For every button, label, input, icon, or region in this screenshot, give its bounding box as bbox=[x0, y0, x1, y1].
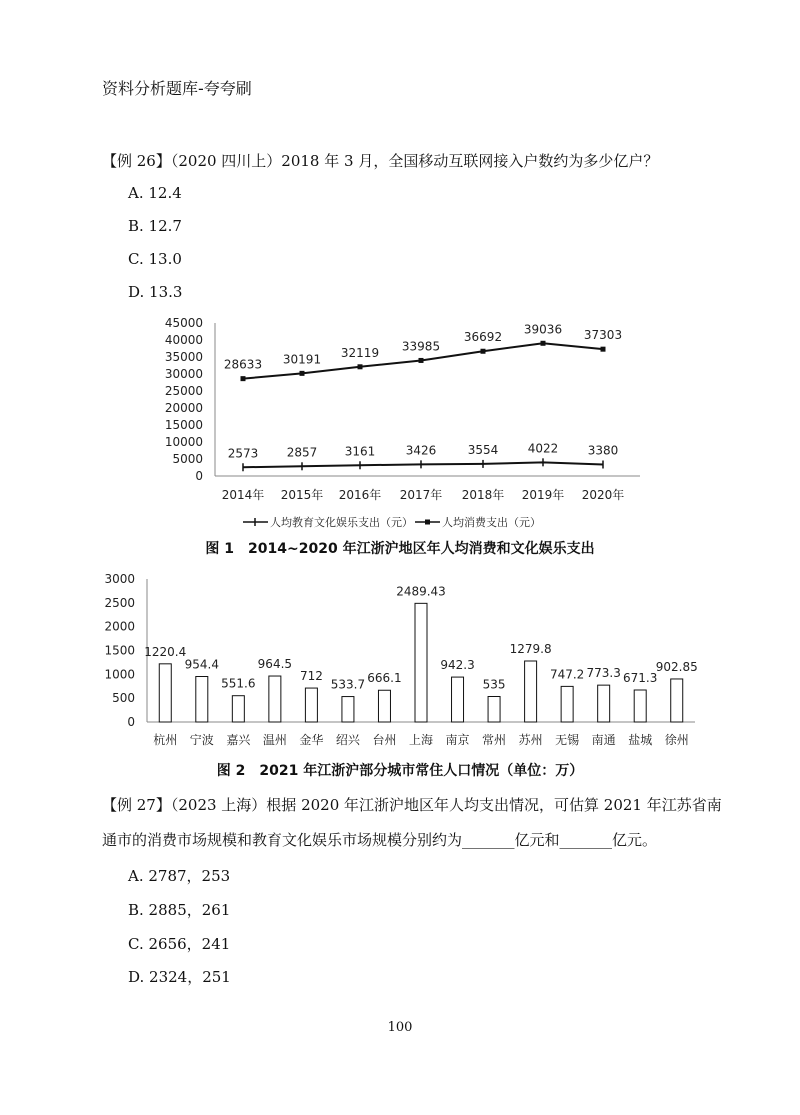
x-tick-label: 2017年 bbox=[399, 488, 443, 502]
y-tick-label: 25000 bbox=[164, 384, 203, 398]
data-label: 533.7 bbox=[330, 677, 366, 692]
question-26: 【例 26】（2020 四川上）2018 年 3 月，全国移动互联网接入户数约为多少亿户？ bbox=[102, 152, 659, 170]
q27-option-c: C. 2656，241 bbox=[128, 935, 231, 953]
data-label: 666.1 bbox=[367, 671, 402, 686]
bar bbox=[159, 664, 171, 722]
x-tick-label: 无锡 bbox=[555, 733, 580, 747]
x-tick-label: 台州 bbox=[372, 733, 397, 747]
data-label: 3426 bbox=[405, 443, 437, 458]
x-tick-label: 南京 bbox=[445, 733, 470, 747]
question-27-line2: 通市的消费市场规模和教育文化娱乐市场规模分别约为_______亿元和_______亿元。 bbox=[102, 831, 658, 849]
y-tick-label: 2500 bbox=[104, 595, 135, 610]
data-label: 942.3 bbox=[440, 658, 475, 673]
bar bbox=[305, 688, 317, 722]
series-education-line bbox=[243, 462, 603, 467]
x-tick-label: 2016年 bbox=[338, 488, 382, 502]
x-tick-label: 2020年 bbox=[581, 488, 625, 502]
y-tick-label: 1500 bbox=[104, 643, 135, 658]
x-tick-label: 盐城 bbox=[628, 733, 653, 747]
x-tick-label: 徐州 bbox=[664, 733, 689, 747]
x-tick-label: 2014年 bbox=[221, 488, 265, 502]
q26-option-c: C. 13.0 bbox=[128, 250, 182, 268]
bar bbox=[525, 661, 537, 722]
y-tick-label: 0 bbox=[195, 469, 203, 483]
page-number: 100 bbox=[387, 1020, 413, 1035]
data-label: 28633 bbox=[223, 357, 263, 372]
bar bbox=[269, 676, 281, 722]
data-label: 954.4 bbox=[184, 657, 219, 672]
data-label: 2573 bbox=[227, 446, 259, 461]
figure2-caption: 图 2 2021 年江浙沪部分城市常住人口情况（单位：万） bbox=[216, 763, 584, 779]
data-label: 3380 bbox=[587, 443, 619, 458]
y-tick-label: 3000 bbox=[104, 572, 135, 586]
data-label: 2857 bbox=[286, 445, 318, 460]
y-tick-label: 45000 bbox=[164, 316, 203, 330]
bar bbox=[634, 690, 646, 722]
data-point bbox=[601, 347, 606, 352]
data-point bbox=[481, 349, 486, 354]
bar bbox=[196, 677, 208, 722]
x-tick-label: 2015年 bbox=[280, 488, 324, 502]
data-label: 32119 bbox=[340, 345, 380, 360]
figure1-caption: 图 1 2014~2020 年江浙沪地区年人均消费和文化娱乐支出 bbox=[205, 541, 595, 557]
x-tick-label: 温州 bbox=[262, 733, 287, 747]
data-label: 902.85 bbox=[655, 659, 698, 674]
x-tick-label: 常州 bbox=[482, 733, 507, 747]
y-tick-label: 1000 bbox=[104, 667, 135, 682]
bar bbox=[232, 696, 244, 722]
bar bbox=[671, 679, 683, 722]
y-tick-label: 10000 bbox=[164, 435, 203, 449]
y-tick-label: 0 bbox=[127, 715, 135, 729]
line-chart bbox=[0, 310, 800, 542]
bar bbox=[598, 685, 610, 722]
page-header: 资料分析题库-夸夸刷 bbox=[102, 79, 252, 98]
x-tick-label: 2018年 bbox=[461, 488, 505, 502]
x-tick-label: 嘉兴 bbox=[226, 733, 251, 747]
data-point bbox=[241, 376, 246, 381]
data-label: 671.3 bbox=[623, 671, 658, 686]
q26-option-a: A. 12.4 bbox=[128, 184, 182, 202]
y-tick-label: 20000 bbox=[164, 401, 203, 415]
q26-option-b: B. 12.7 bbox=[128, 217, 182, 235]
x-tick-label: 南通 bbox=[591, 733, 616, 747]
question-27-line1: 【例 27】（2023 上海）根据 2020 年江浙沪地区年人均支出情况，可估算 2021 年江苏省南 bbox=[102, 796, 722, 814]
legend-label: 人均教育文化娱乐支出（元） bbox=[270, 516, 413, 529]
data-label: 37303 bbox=[583, 328, 623, 343]
x-tick-label: 2019年 bbox=[521, 488, 565, 502]
bar bbox=[342, 697, 354, 722]
data-label: 3161 bbox=[344, 444, 376, 459]
data-label: 2489.43 bbox=[396, 584, 446, 599]
data-label: 1279.8 bbox=[509, 641, 552, 656]
x-tick-label: 宁波 bbox=[189, 733, 214, 747]
q27-option-b: B. 2885，261 bbox=[128, 901, 231, 919]
data-label: 773.3 bbox=[586, 666, 621, 681]
x-tick-label: 苏州 bbox=[518, 733, 543, 747]
data-point bbox=[358, 364, 363, 369]
bar bbox=[561, 686, 573, 722]
data-label: 36692 bbox=[463, 330, 503, 345]
data-label: 712 bbox=[299, 669, 323, 684]
x-tick-label: 杭州 bbox=[153, 733, 178, 747]
data-label: 964.5 bbox=[257, 657, 293, 672]
data-label: 1220.4 bbox=[144, 644, 187, 659]
data-label: 4022 bbox=[527, 441, 559, 456]
data-point bbox=[541, 341, 546, 346]
data-label: 30191 bbox=[282, 352, 322, 367]
bar-chart bbox=[0, 568, 800, 758]
y-tick-label: 40000 bbox=[164, 333, 203, 347]
legend-label: 人均消费支出（元） bbox=[442, 516, 541, 529]
data-point bbox=[419, 358, 424, 363]
q27-option-d: D. 2324，251 bbox=[128, 968, 231, 986]
bar bbox=[378, 690, 390, 722]
y-tick-label: 2000 bbox=[104, 619, 135, 634]
data-label: 33985 bbox=[401, 339, 441, 354]
y-tick-label: 500 bbox=[112, 691, 135, 706]
y-tick-label: 30000 bbox=[164, 367, 203, 381]
bar bbox=[488, 696, 500, 722]
data-label: 747.2 bbox=[549, 667, 585, 682]
data-label: 535 bbox=[482, 677, 506, 692]
y-tick-label: 15000 bbox=[164, 418, 203, 432]
data-label: 3554 bbox=[467, 442, 499, 457]
bar bbox=[415, 603, 427, 722]
q27-option-a: A. 2787，253 bbox=[128, 867, 231, 885]
q26-option-d: D. 13.3 bbox=[128, 283, 183, 301]
x-tick-label: 上海 bbox=[408, 733, 434, 747]
bar bbox=[452, 677, 464, 722]
x-tick-label: 绍兴 bbox=[335, 733, 360, 747]
data-point bbox=[300, 371, 305, 376]
x-tick-label: 金华 bbox=[299, 733, 324, 747]
data-label: 551.6 bbox=[221, 676, 256, 691]
data-label: 39036 bbox=[523, 322, 563, 337]
y-tick-label: 35000 bbox=[164, 350, 203, 364]
y-tick-label: 5000 bbox=[172, 452, 203, 466]
legend-marker bbox=[425, 520, 430, 525]
